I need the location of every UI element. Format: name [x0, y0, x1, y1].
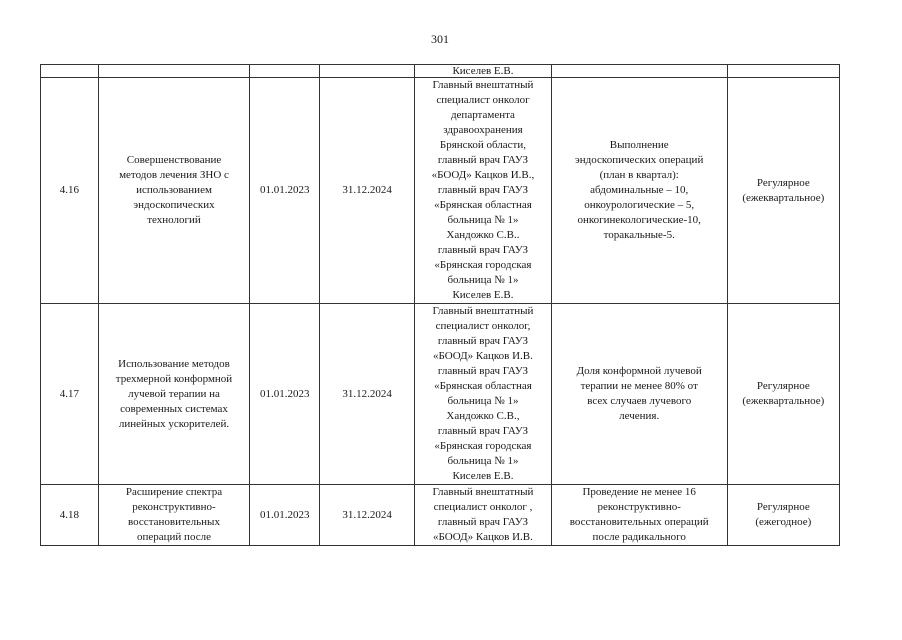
- cell-start: 01.01.2023: [250, 304, 320, 485]
- table-row-continuation: [41, 65, 840, 78]
- cell-end: 31.12.2024: [320, 485, 415, 546]
- cell-end: [320, 65, 415, 78]
- cell-number: 4.17: [41, 304, 99, 485]
- cell-end: 31.12.2024: [320, 304, 415, 485]
- cell-responsible: Киселев Е.В.: [415, 65, 552, 78]
- cell-periodicity: Регулярное (ежеквартальное): [727, 304, 839, 485]
- cell-periodicity: Регулярное (ежеквартальное): [727, 78, 839, 304]
- cell-name: Совершенствование методов лечения ЗНО с использованием эндоскопических технологий: [98, 78, 250, 304]
- cell-result: Выполнение эндоскопических операций (план в квартал): абдоминальные – 10, онкоурологические – 5, онкогинекологические-10, торакальные-5.: [551, 78, 727, 304]
- cell-responsible: Главный внештатный специалист онколог , главный врач ГАУЗ «БООД» Кацков И.В.: [415, 485, 552, 546]
- cell-start: [250, 65, 320, 78]
- cell-name: Расширение спектра реконструктивно- восстановительных операций после: [98, 485, 250, 546]
- page-number: 301: [431, 32, 449, 46]
- cell-periodicity: [727, 65, 839, 78]
- plan-table: [40, 64, 840, 546]
- cell-result: Доля конформной лучевой терапии не менее 80% от всех случаев лучевого лечения.: [551, 304, 727, 485]
- cell-number: [41, 65, 99, 78]
- cell-number: 4.18: [41, 485, 99, 546]
- cell-name: Использование методов трехмерной конформной лучевой терапии на современных системах линейных ускорителей.: [98, 304, 250, 485]
- cell-number: 4.16: [41, 78, 99, 304]
- cell-start: 01.01.2023: [250, 78, 320, 304]
- cell-periodicity: Регулярное (ежегодное): [727, 485, 839, 546]
- table-row: [41, 485, 840, 546]
- cell-end: 31.12.2024: [320, 78, 415, 304]
- cell-result: Проведение не менее 16 реконструктивно- восстановительных операций после радикального: [551, 485, 727, 546]
- table-row: [41, 304, 840, 485]
- cell-start: 01.01.2023: [250, 485, 320, 546]
- table-row: [41, 78, 840, 304]
- cell-responsible: Главный внештатный специалист онколог департамента здравоохранения Брянской области, главный врач ГАУЗ «БООД» Кацков И.В., главный врач ГАУЗ «Брянская областная больница № 1» Хандожко С.В.. главный врач ГАУЗ «Брянская городская больница № 1» Киселев Е.В.: [415, 78, 552, 304]
- cell-name: [98, 65, 250, 78]
- cell-result: [551, 65, 727, 78]
- cell-responsible: Главный внештатный специалист онколог, главный врач ГАУЗ «БООД» Кацков И.В. главный врач ГАУЗ «Брянская областная больница № 1» Хандожко С.В., главный врач ГАУЗ «Брянская городская больница № 1» Киселев Е.В.: [415, 304, 552, 485]
